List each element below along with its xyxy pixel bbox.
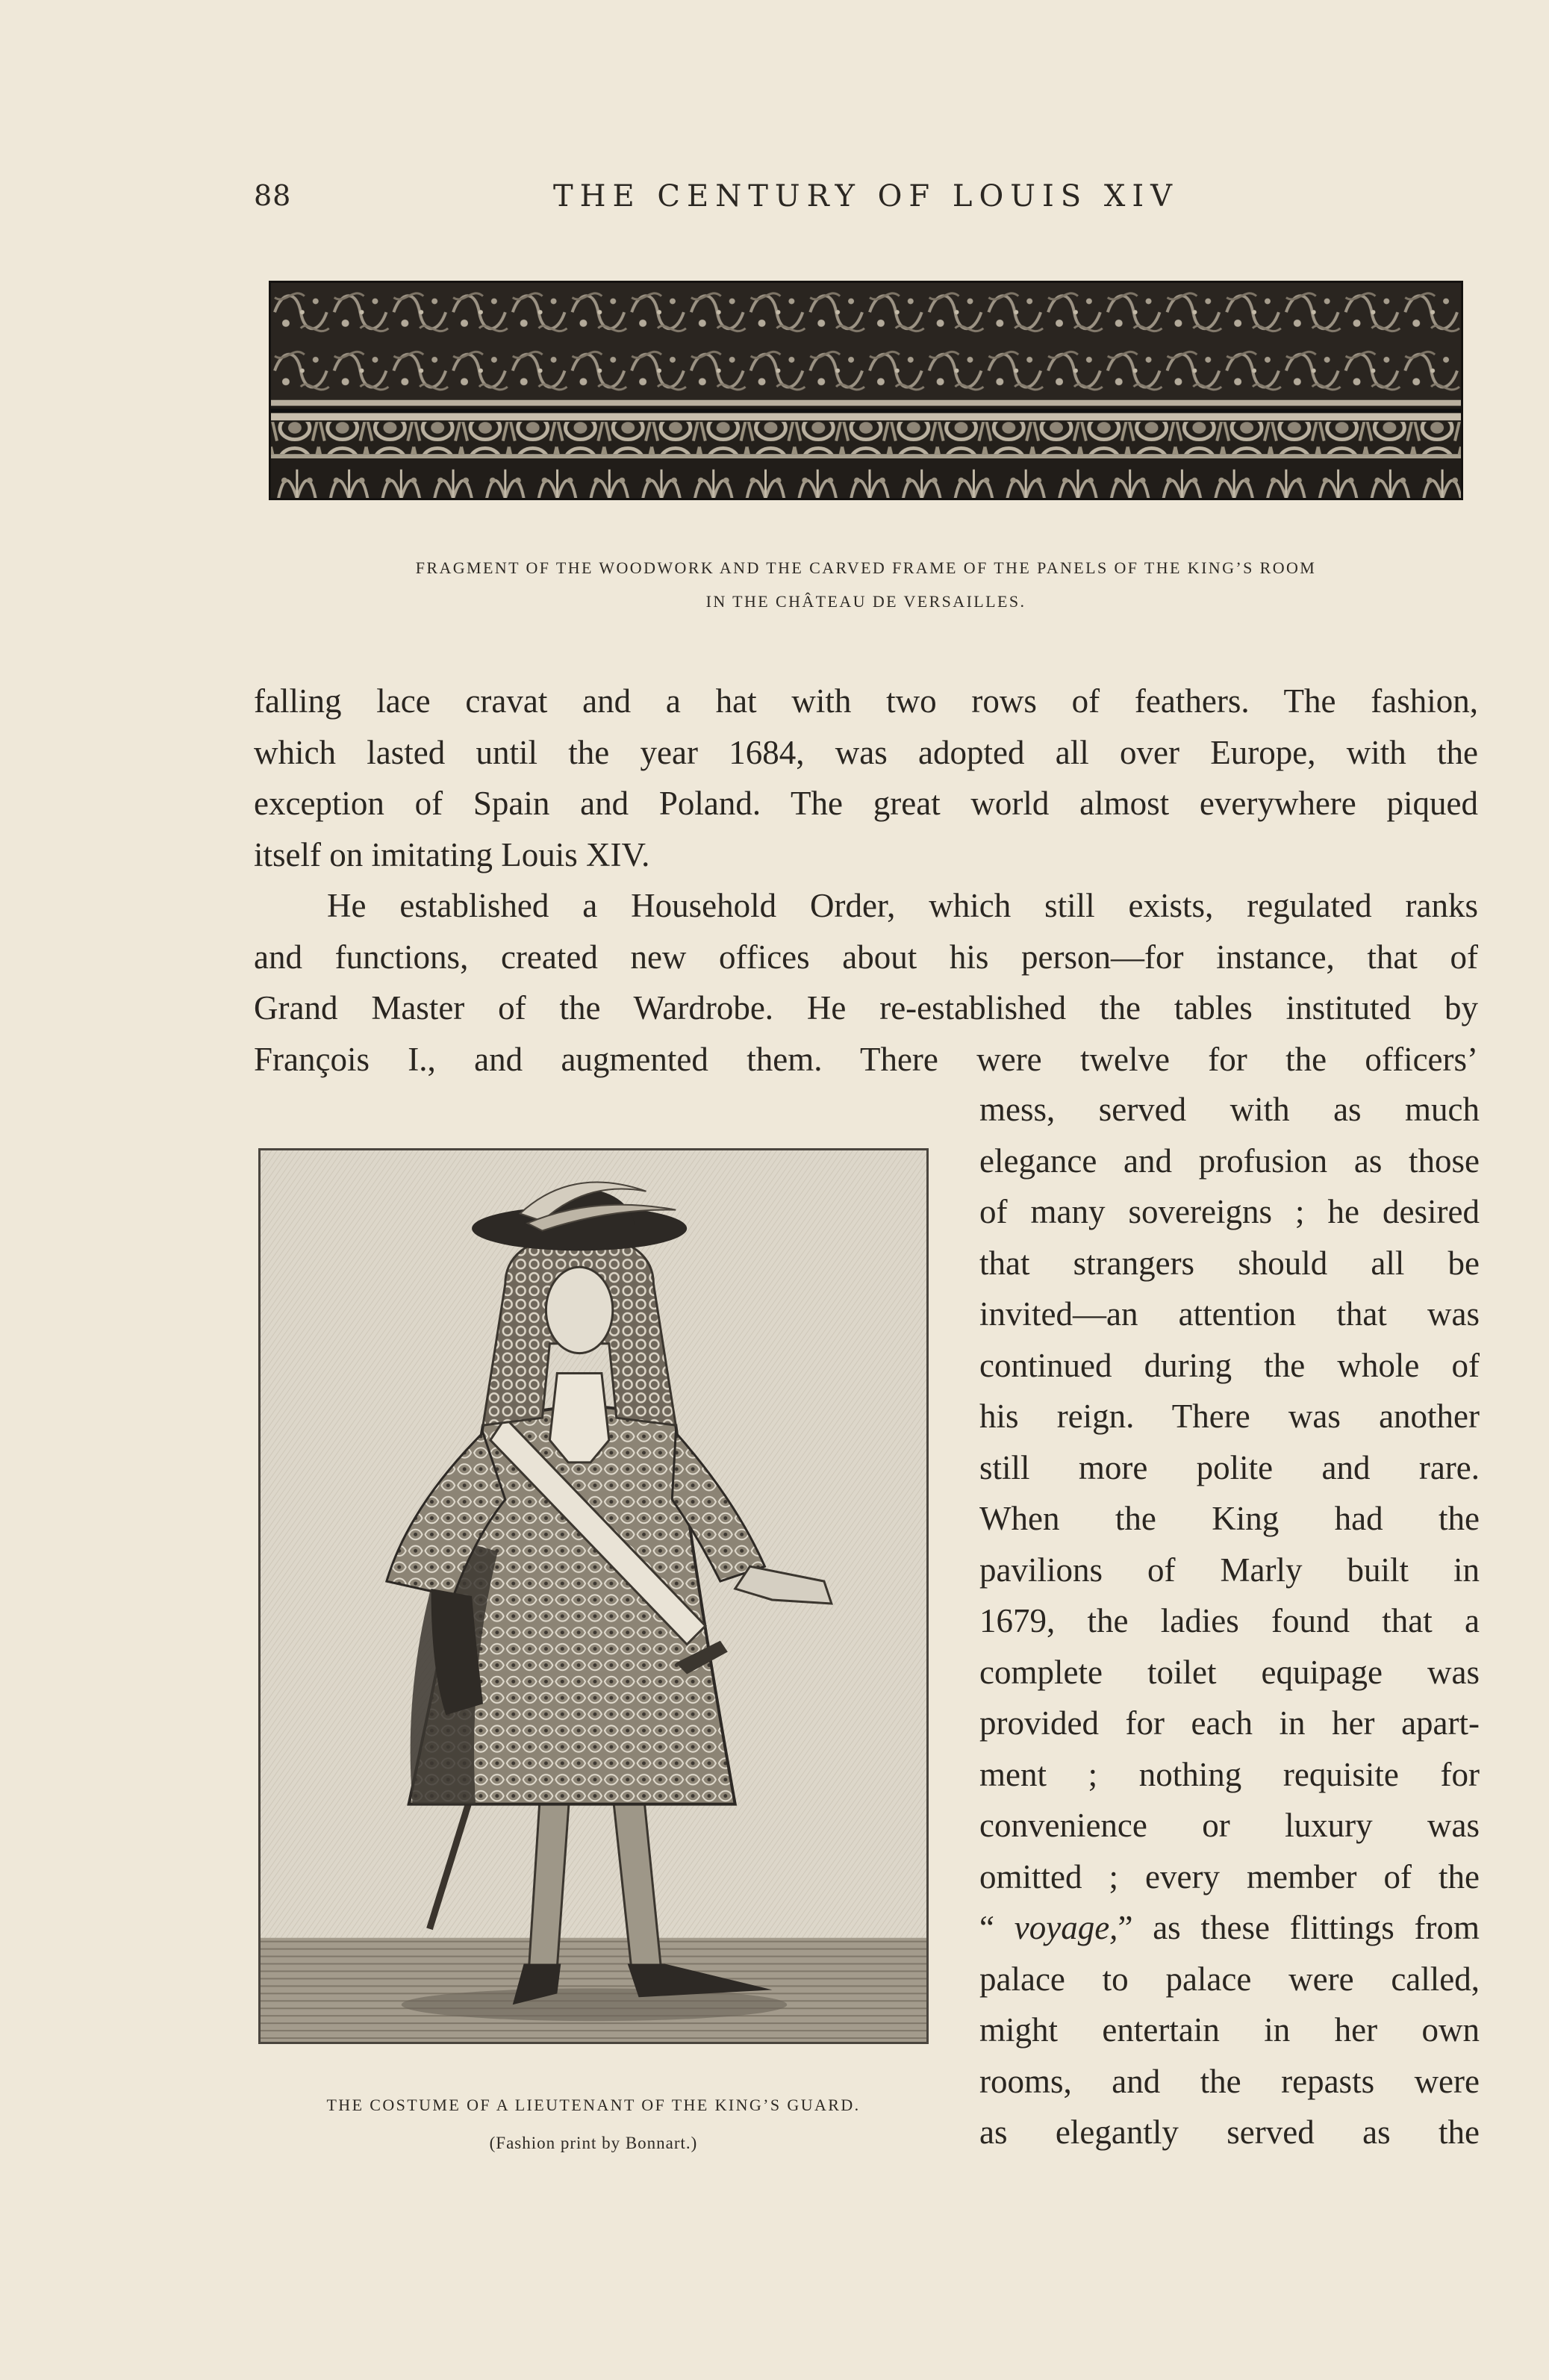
text-line: François I., and augmented them. There were twelve for the officers’: [254, 1040, 1478, 1078]
text-line: ment ; nothing requisite for: [979, 1755, 1480, 1793]
text-line: [979, 1902, 1480, 1954]
text-line: and functions, created new offices about his person—for instance, that of: [254, 938, 1478, 976]
open-quote: “: [979, 1909, 1015, 1946]
woodwork-frieze-illustration: [269, 281, 1463, 500]
text-line: exception of Spain and Poland. The great world almost everywhere piqued: [254, 785, 1478, 822]
italic-word: voyage,: [1014, 1909, 1118, 1946]
text-line: When the King had the: [979, 1500, 1480, 1537]
text-fragment: ” as these flittings from: [1118, 1909, 1480, 1946]
text-line: as elegantly served as the: [979, 2113, 1480, 2151]
text-line: still more polite and rare.: [979, 1448, 1480, 1486]
text-line: He established a Household Order, which still exists, regulated ranks: [327, 887, 1478, 924]
text-line: elegance and profusion as those: [979, 1141, 1480, 1180]
text-line: Grand Master of the Wardrobe. He re-established the tables instituted by: [254, 989, 1478, 1027]
page-number: 88: [254, 179, 292, 212]
running-head: [254, 179, 1478, 224]
engraving-drawing: [261, 1150, 926, 2042]
text-line: invited—an attention that was: [979, 1295, 1480, 1333]
paragraph-2: [254, 880, 1478, 1085]
text-line: omitted ; every member of the: [979, 1857, 1480, 1895]
frieze-caption-line-2: IN THE CHÂTEAU DE VERSAILLES.: [705, 592, 1026, 611]
text-line: might entertain in her own: [979, 2011, 1480, 2049]
frieze-drawing: [271, 283, 1461, 498]
running-title: THE CENTURY OF LOUIS XIV: [552, 179, 1179, 214]
frieze-caption-line-1: FRAGMENT OF THE WOODWORK AND THE CARVED FRAME OF THE PANELS OF THE KING’S ROOM: [415, 558, 1317, 577]
text-line: falling lace cravat and a hat with two rows of feathers. The fashion,: [254, 682, 1478, 720]
text-line: convenience or luxury was: [979, 1807, 1480, 1844]
text-line: 1679, the ladies found that a: [979, 1602, 1480, 1639]
text-line: rooms, and the repasts were: [979, 2062, 1480, 2100]
lieutenant-costume-engraving: [258, 1148, 929, 2044]
text-column: [979, 1084, 1480, 2158]
text-line: that strangers should all be: [979, 1244, 1480, 1282]
text-line: continued during the whole of: [979, 1346, 1480, 1384]
text-line: pavilions of Marly built in: [979, 1551, 1480, 1589]
text-line: complete toilet equipage was: [979, 1653, 1480, 1691]
figure-sub-caption: (Fashion print by Bonnart.): [489, 2134, 698, 2152]
text-line: which lasted until the year 1684, was adopted all over Europe, with the: [254, 733, 1478, 771]
text-line: of many sovereigns ; he desired: [979, 1193, 1480, 1230]
text-line: provided for each in her apart-: [979, 1704, 1480, 1742]
paragraph-1: [254, 676, 1478, 880]
text-line: mess, served with as much: [979, 1091, 1480, 1128]
text-line: his reign. There was another: [979, 1398, 1480, 1435]
figure-caption: THE COSTUME OF A LIEUTENANT OF THE KING’S GUARD.: [326, 2096, 861, 2114]
text-line: itself on imitating Louis XIV.: [254, 835, 650, 873]
text-line: palace to palace were called,: [979, 1960, 1480, 1998]
